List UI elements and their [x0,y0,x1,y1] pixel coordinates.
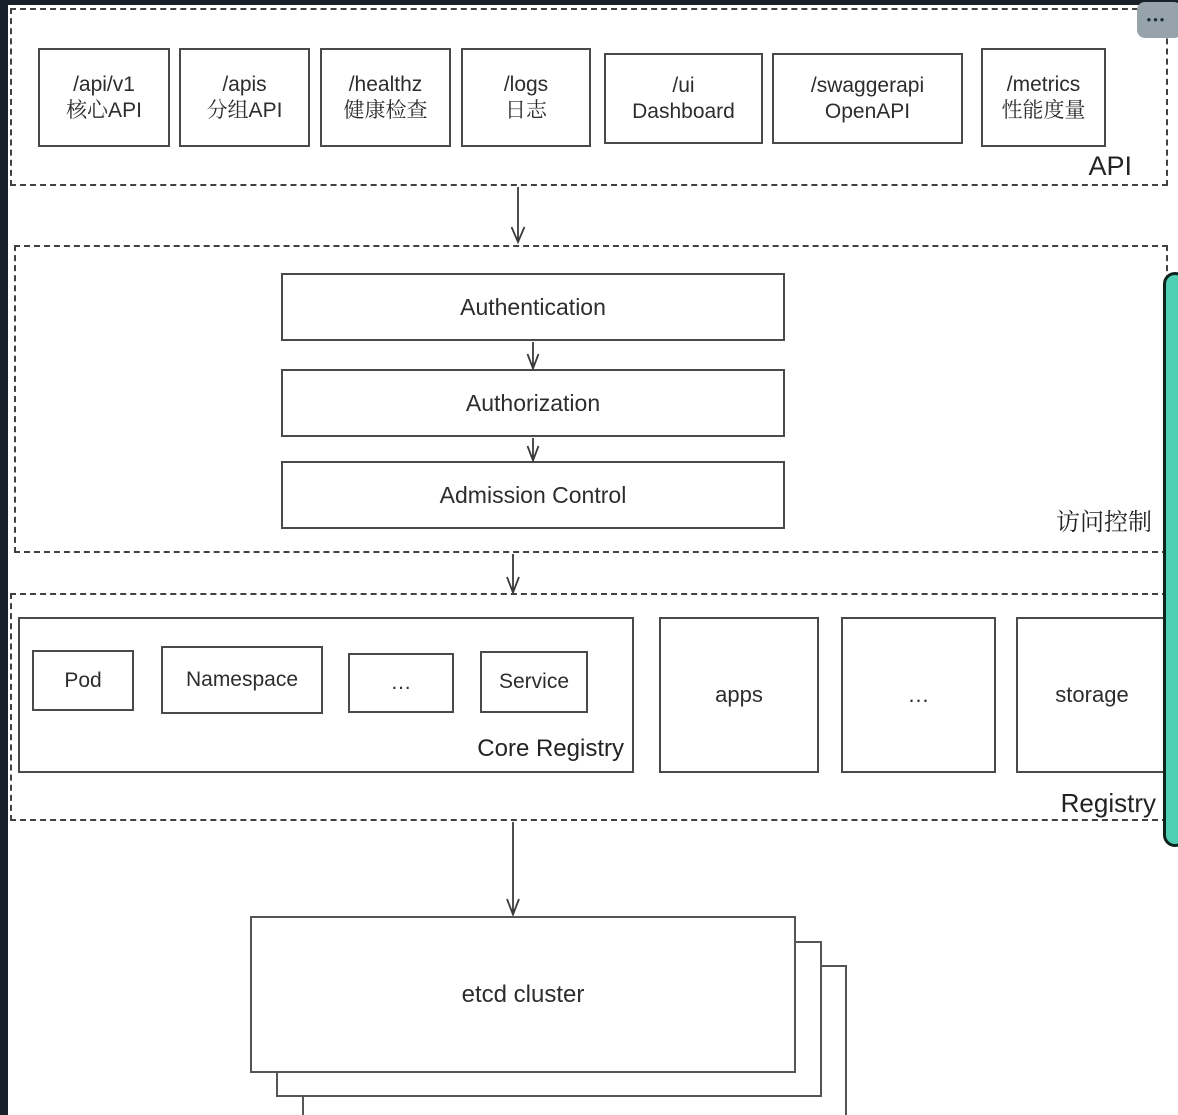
core-registry-label: Core Registry [477,734,624,762]
endpoint-path: /metrics [1006,72,1081,96]
more-options-button[interactable] [1137,2,1178,38]
arrow-api-to-access-control [512,187,525,242]
arrow-access-control-to-registry [507,554,519,593]
api-endpoint-box-healthz [320,48,451,147]
arrow-registry-to-etcd [507,822,519,915]
api-endpoint-box-core [38,48,170,147]
item-label: Pod [64,668,102,692]
endpoint-desc: OpenAPI [824,99,911,123]
authentication-box [281,273,785,341]
admission-control-box [281,461,785,529]
api-endpoint-box-swagger [772,53,963,144]
api-section-label: API [1088,151,1132,181]
more-horizontal-icon: ••• [1146,11,1167,27]
etcd-cluster-label: etcd cluster [461,980,585,1008]
storage-box [1016,617,1168,773]
api-section [10,8,1168,186]
endpoint-path: /swaggerapi [810,73,925,97]
step-label: Authorization [465,389,601,416]
pod-box [32,650,134,711]
endpoint-desc: Dashboard [632,99,735,123]
scrollbar-thumb[interactable] [1163,272,1178,847]
endpoint-path: /ui [672,73,695,97]
authorization-box [281,369,785,437]
endpoint-path: /apis [222,72,267,96]
group-label: storage [1055,681,1129,707]
endpoint-desc: 性能度量 [1001,98,1086,122]
endpoint-desc: 分组API [206,98,283,122]
registry-section [10,593,1168,821]
group-label: apps [715,681,763,707]
endpoint-path: /logs [503,72,549,96]
registry-section-label: Registry [1060,788,1156,818]
endpoint-desc: 健康检查 [343,98,428,122]
window-edge-left [0,0,8,1115]
ellipsis-icon: … [390,671,412,695]
ellipsis-box [841,617,996,773]
etcd-cluster-box [250,916,796,1073]
ellipsis-icon: … [907,681,930,707]
core-registry-box [18,617,634,773]
step-label: Admission Control [439,481,627,508]
api-endpoint-box-logs [461,48,591,147]
api-endpoint-box-metrics [981,48,1106,147]
ellipsis-box [348,653,454,713]
endpoint-desc: 核心API [66,98,142,122]
access-control-section [14,245,1168,553]
api-endpoint-box-apis [179,48,310,147]
item-label: Service [498,670,570,694]
service-box [480,651,588,713]
step-label: Authentication [460,293,606,320]
endpoint-desc: 日志 [505,98,547,122]
item-label: Namespace [185,668,299,692]
access-control-section-label: 访问控制 [1056,509,1152,536]
endpoint-path: /healthz [348,72,423,96]
namespace-box [161,646,323,714]
apps-box [659,617,819,773]
window-edge-top [0,0,1178,5]
endpoint-path: /api/v1 [73,72,135,96]
api-endpoint-box-ui [604,53,763,144]
